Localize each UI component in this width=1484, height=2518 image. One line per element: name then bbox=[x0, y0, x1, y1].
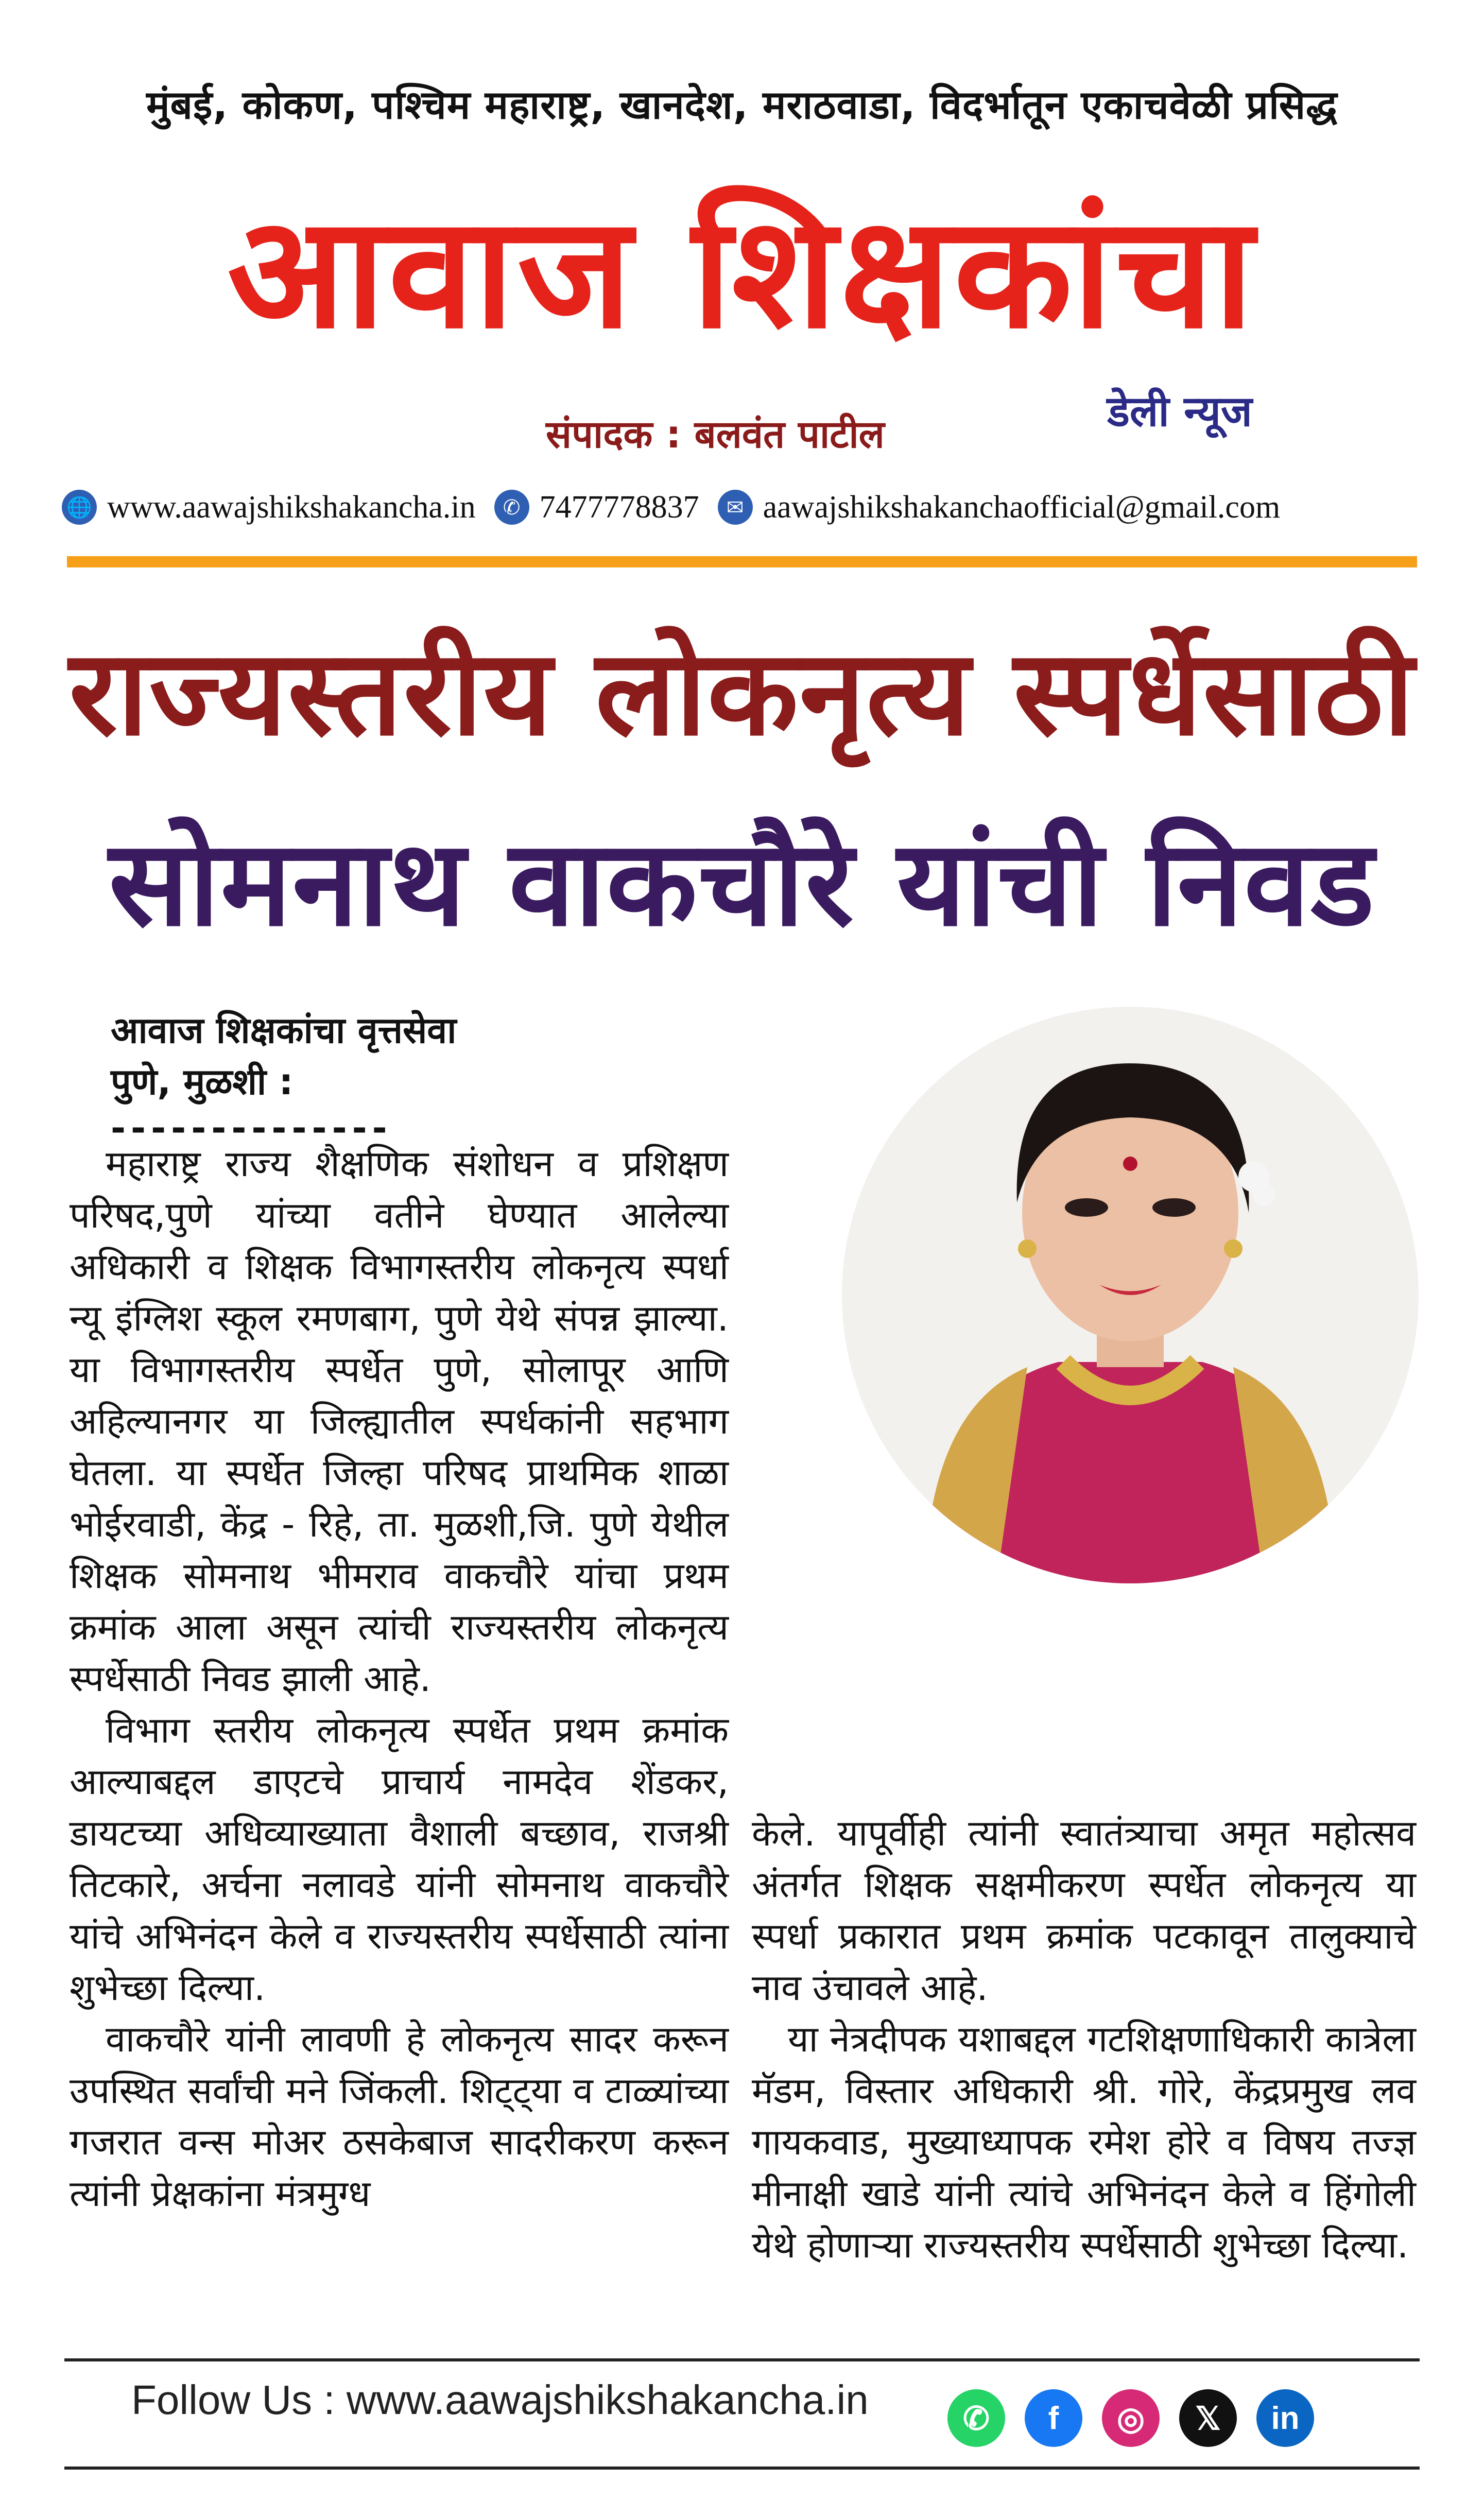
header-divider bbox=[67, 556, 1417, 567]
news-source: आवाज शिक्षकांचा वृत्तसेवा bbox=[111, 1009, 457, 1051]
byline-separator: -------------- bbox=[111, 1107, 392, 1149]
masthead-tagline: मुंबई, कोकण, पश्चिम महाराष्ट्र, खानदेश, मराठवाडा, विदर्भातून एकाचवेळी प्रसिद्ध bbox=[146, 82, 1338, 128]
email-contact[interactable] bbox=[718, 489, 1281, 526]
paragraph: या नेत्रदीपक यशाबद्दल गटशिक्षणाधिकारी कात्रेला मॅडम, विस्तार अधिकारी श्री. गोरे, केंद्रप्रमुख लव गायकवाड, मुख्याध्यापक रमेश होरे व विषय तज्ज्ञ मीनाक्षी खाडे यांनी त्यांचे अभिनंदन केले व हिंगोली येथे होणाऱ्या राज्यस्तरीय स्पर्धेसाठी शुभेच्छा दिल्या. bbox=[752, 2018, 1416, 2266]
edition-label: डेली न्यूज bbox=[1107, 387, 1252, 436]
phone-icon: ✆ bbox=[494, 490, 529, 525]
globe-icon: 🌐 bbox=[62, 490, 97, 525]
person-photo bbox=[842, 1007, 1419, 1583]
paragraph: विभाग स्तरीय लोकनृत्य स्पर्धेत प्रथम क्रमांक आल्याबद्दल डाएटचे प्राचार्य नामदेव शेंडकर, डायटच्या अधिव्याख्याता वैशाली बच्छाव, राजश्री तिटकारे, अर्चना नलावडे यांनी सोमनाथ वाकचौरे यांचे अभिनंदन केले व राज्यस्तरीय स्पर्धेसाठी त्यांना शुभेच्छा दिल्या. bbox=[70, 1709, 729, 2009]
linkedin-icon[interactable]: in bbox=[1256, 2389, 1314, 2447]
phone-text: 7477778837 bbox=[539, 489, 699, 525]
footer-bottom-rule bbox=[64, 2467, 1420, 2470]
phone-contact[interactable] bbox=[494, 489, 699, 526]
email-icon: ✉ bbox=[718, 490, 753, 525]
paragraph: वाकचौरे यांनी लावणी हे लोकनृत्य सादर करून उपस्थित सर्वांची मने जिंकली. शिट्ट्या व टाळ्यांच्या गजरात वन्स मोअर ठसकेबाज सादरीकरण करून त्यांनी प्रेक्षकांना मंत्रमुग्ध bbox=[70, 2018, 729, 2215]
editor-credit: संपादक : बलवंत पाटील bbox=[546, 412, 885, 457]
headline-line-1: राज्यस्तरीय लोकनृत्य स्पर्धेसाठी bbox=[68, 625, 1416, 762]
instagram-icon[interactable]: ◎ bbox=[1102, 2389, 1160, 2447]
article-column-1 bbox=[70, 1138, 729, 2219]
article-column-2 bbox=[752, 1807, 1416, 2271]
footer-top-rule bbox=[64, 2358, 1420, 2361]
x-icon[interactable]: 𝕏 bbox=[1179, 2389, 1237, 2447]
paragraph: केले. यापूर्वीही त्यांनी स्वातंत्र्याचा अमृत महोत्सव अंतर्गत शिक्षक सक्षमीकरण स्पर्धेत लोकनृत्य या स्पर्धा प्रकारात प्रथम क्रमांक पटकावून तालुक्याचे नाव उंचावले आहे. bbox=[752, 1812, 1416, 2009]
contact-bar bbox=[62, 479, 1299, 536]
newspaper-title: आवाज शिक्षकांचा bbox=[227, 183, 1257, 363]
follow-us-text[interactable]: Follow Us : www.aawajshikshakancha.in bbox=[131, 2377, 869, 2423]
portrait-illustration bbox=[842, 1007, 1419, 1583]
paragraph: महाराष्ट्र राज्य शैक्षणिक संशोधन व प्रशिक्षण परिषद,पुणे यांच्या वतीने घेण्यात आलेल्या अधिकारी व शिक्षक विभागस्तरीय लोकनृत्य स्पर्धा न्यू इंग्लिश स्कूल रमणबाग, पुणे येथे संपन्न झाल्या. या विभागस्तरीय स्पर्धेत पुणे, सोलापूर आणि अहिल्यानगर या जिल्ह्यातील स्पर्धकांनी सहभाग घेतला. या स्पर्धेत जिल्हा परिषद प्राथमिक शाळा भोईरवाडी, केंद्र - रिहे, ता. मुळशी,जि. पुणे येथील शिक्षक सोमनाथ भीमराव वाकचौरे यांचा प्रथम क्रमांक आला असून त्यांची राज्यस्तरीय लोकनृत्य स्पर्धेसाठी निवड झाली आहे. bbox=[70, 1143, 729, 1700]
website-contact[interactable] bbox=[62, 489, 476, 526]
whatsapp-icon[interactable]: ✆ bbox=[947, 2389, 1005, 2447]
facebook-icon[interactable]: f bbox=[1025, 2389, 1082, 2447]
headline-line-2: सोमनाथ वाकचौरे यांची निवड bbox=[109, 815, 1375, 953]
website-text: www.aawajshikshakancha.in bbox=[107, 489, 476, 525]
email-text: aawajshikshakanchaofficial@gmail.com bbox=[763, 489, 1281, 525]
dateline: पुणे, मुळशी : bbox=[111, 1061, 294, 1103]
